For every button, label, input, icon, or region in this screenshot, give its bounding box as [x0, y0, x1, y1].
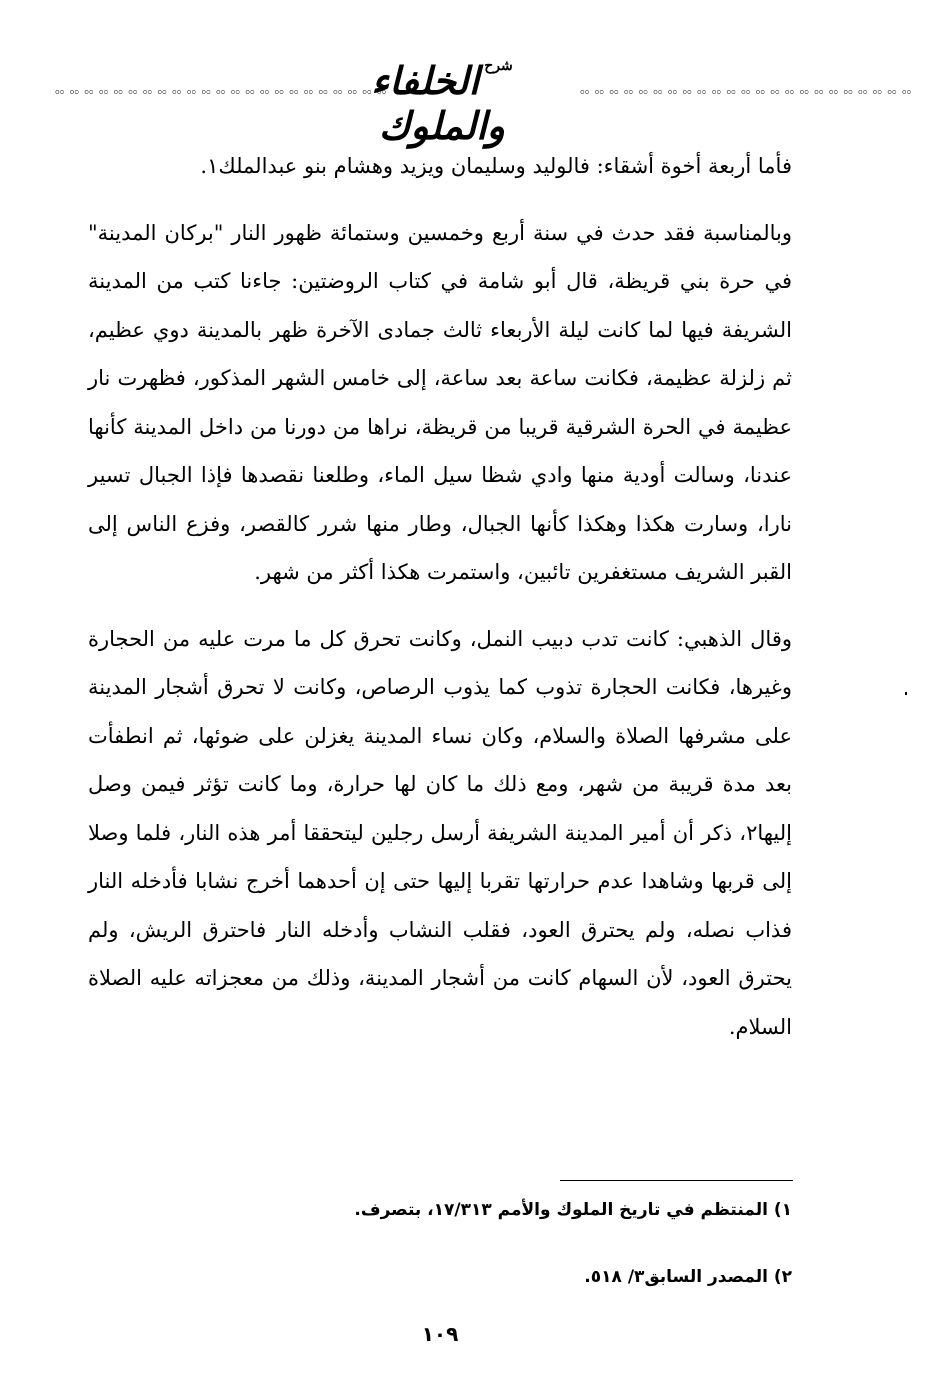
series-prefix: شرح	[484, 58, 513, 74]
page-number: ١٠٩	[421, 1322, 459, 1346]
header-ornament-right: ೲ ೲ ೲ ೲ ೲ ೲ ೲ ೲ ೲ ೲ ೲ ೲ ೲ ೲ ೲ ೲ ೲ ೲ ೲ ೲ ೲ ೲ ೲ	[580, 83, 911, 97]
paragraph: وقال الذهبي: كانت تدب دبيب النمل، وكانت تحرق كل ما مرت عليه من الحجارة وغيرها، فكانت الحجارة تذوب كما يذوب الرصاص، وكانت لا تحرق أشجار المدينة على مشرفها الصلاة والسلام، وكان نساء المدينة يغزلن على ضوئها، ثم انطفأت بعد مدة قريبة من شهر، ومع ذلك ما كان لها حرارة، وما كانت تؤثر فيمن وصل إليها٢، ذكر أن أمير المدينة الشريفة أرسل رجلين ليتحققا أمر هذه النار، فلما وصلا إلى قربها وشاهدا عدم حرارتها تقربا إليها حتى إن أحدهما أخرج نشابا فأدخله النار فذاب نصله، ولم يحترق العود، فقلب النشاب وأدخله النار فاحترق الريش، ولم يحترق العود، لأن السهام كانت من أشجار المدينة، وذلك من معجزاته عليه الصلاة السلام.	[88, 626, 792, 1039]
series-title	[307, 58, 577, 148]
paragraph: وبالمناسبة فقد حدث في سنة أربع وخمسين وستمائة ظهور النار "بركان المدينة" في حرة بني قريظة، قال أبو شامة في كتاب الروضتين: جاءنا كتب من المدينة الشريفة فيها لما كانت ليلة الأربعاء ثالث جمادى الآخرة ظهر بالمدينة دوي عظيم، ثم زلزلة عظيمة، فكانت ساعة بعد ساعة، إلى خامس الشهر المذكور، فظهرت نار عظيمة في الحرة الشرقية قريبا من قريظة، نراها من دورنا من داخل المدينة كأنها عندنا، وسالت أودية منها وادي شظا سيل الماء، وطلعنا نقصدها فإذا الجبال تسير نارا، وسارت هكذا وهكذا كأنها الجبال، وطار منها شرر كالقصر، وفزع الناس إلى القبر الشريف مستغفرين تائبين، واستمرت هكذا أكثر من شهر.	[88, 220, 792, 584]
footnote-1: ١) المنتظم في تاريخ الملوك والأمم ١٧/٣١٣، بتصرف.	[354, 1200, 792, 1220]
running-header	[55, 48, 911, 148]
footnotes	[88, 1195, 792, 1329]
header-ornament-left: ೲ ೲ ೲ ೲ ೲ ೲ ೲ ೲ ೲ ೲ ೲ ೲ ೲ ೲ ೲ ೲ ೲ ೲ ೲ ೲ ೲ ೲ ೲ	[55, 83, 386, 97]
footnote-2: ٢) المصدر السابق٣/ ٥١٨.	[584, 1267, 792, 1287]
margin-mark	[905, 692, 907, 695]
series-title-text: الخلفاء والملوك	[371, 58, 505, 148]
footnote-separator	[560, 1180, 793, 1181]
paragraph: فأما أربعة أخوة أشقاء: فالوليد وسليمان ويزيد وهشام بنو عبدالملك١.	[200, 154, 792, 178]
body-text	[88, 142, 792, 1051]
